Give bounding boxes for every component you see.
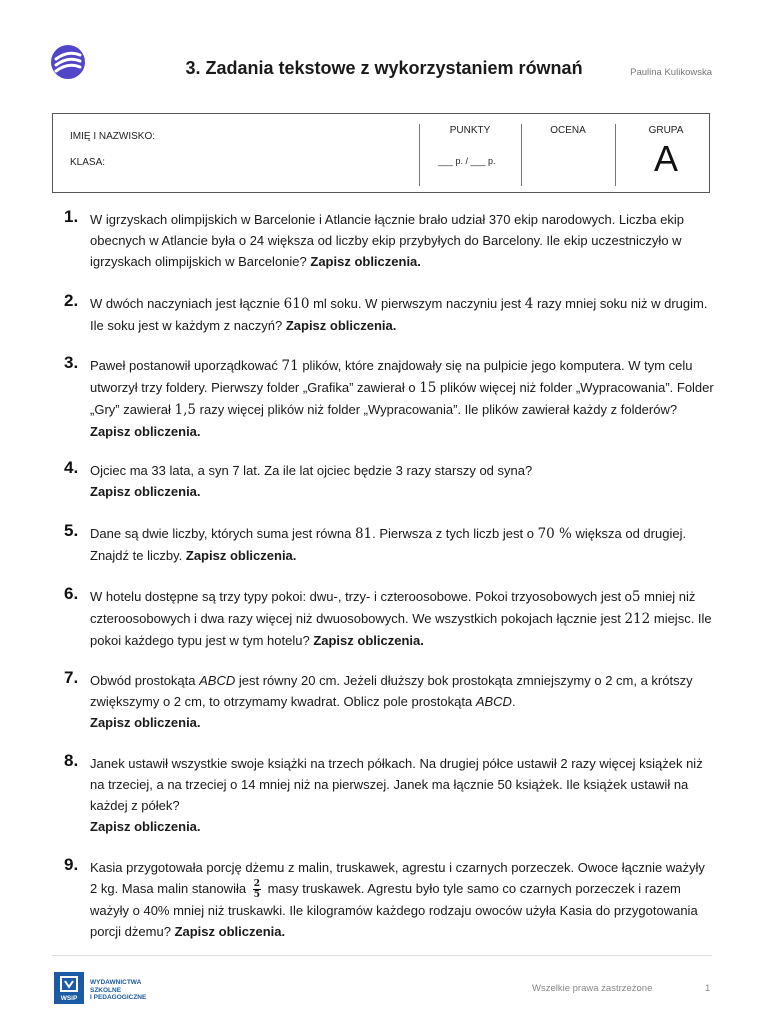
- student-info-box: [52, 113, 710, 193]
- task-4: [64, 460, 714, 502]
- page-number: 1: [705, 983, 711, 994]
- task-number: 7.: [64, 668, 79, 687]
- task-text: Kasia przygotowała porcję dżemu z malin, truskawek, agrestu i czarnych porzeczek. Owoce łącznie ważyły 2 kg. Masa malin stanowiła $\frac{2}{5}$ masy truskawek. Agrestu było tyle samo co czarnych porzeczek i razem ważyły o 40% mniej niż truskawki. Ile kilogramów każdego rodzaju owoców użyła Kasia do przygotowania porcji dżemu? Zapisz obliczenia.: [90, 860, 705, 940]
- task-number: 6.: [64, 584, 79, 603]
- wsip-mark-icon: [54, 972, 84, 1004]
- group-label: GRUPA: [648, 125, 684, 136]
- task-number: 1.: [64, 207, 79, 226]
- points-label: PUNKTY: [449, 125, 491, 136]
- task-number: 9.: [64, 855, 79, 874]
- task-1: [64, 209, 714, 272]
- task-3: [64, 355, 714, 442]
- task-text: Dane są dwie liczby, których suma jest równa 81. Pierwsza z tych liczb jest o 70 % większa od drugiej. Znajdź te liczby. Zapisz obliczenia.: [90, 526, 687, 563]
- group-value: A: [653, 138, 678, 179]
- task-text: Paweł postanowił uporządkować 71 plików, które znajdowały się na pulpicie jego komputera. W tym celu utworzył trzy foldery. Pierwszy folder „Grafika” zawierał o 15 plików więcej niż folder „Wypracowania”. Folder „Gry” zawierał 1,5 razy więcej plików niż folder „Wypracowania”. Ile plików zawierał każdy z folderów? Zapisz obliczenia.: [90, 358, 714, 439]
- class-label: KLASA:: [70, 157, 106, 168]
- task-number: 2.: [64, 291, 79, 310]
- task-8: [64, 753, 714, 837]
- task-9: [64, 857, 714, 942]
- publisher-name: WYDAWNICTWA SZKOLNE I PEDAGOGICZNE: [90, 979, 147, 1001]
- task-number: 4.: [64, 458, 79, 477]
- copyright-notice: Wszelkie prawa zastrzeżone: [532, 983, 653, 994]
- task-text: Ojciec ma 33 lata, a syn 7 lat. Za ile lat ojciec będzie 3 razy starszy od syna? Zapisz obliczenia.: [90, 463, 533, 499]
- wsip-logo-icon: [54, 972, 84, 1004]
- page-title: 3. Zadania tekstowe z wykorzystaniem równań: [185, 58, 583, 78]
- author-name: Paulina Kulikowska: [630, 67, 712, 78]
- task-number: 3.: [64, 353, 79, 372]
- footer-divider: [52, 955, 712, 956]
- task-number: 5.: [64, 521, 79, 540]
- task-2: [64, 293, 714, 336]
- task-5: [64, 523, 714, 566]
- fraction: $\frac{2}{5}$: [253, 879, 260, 901]
- task-text: W hotelu dostępne są trzy typy pokoi: dwu-, trzy- i czteroosobowe. Pokoi trzyosobowych jest o5 mniej niż czteroosobowych i dwa razy więcej niż dwuosobowych. We wszystkich pokojach łącznie jest 212 miejsc. Ile pokoi każdego typu jest w tym hotelu? Zapisz obliczenia.: [90, 589, 712, 648]
- task-7: [64, 670, 714, 733]
- svg-text:WSiP: WSiP: [60, 995, 78, 1002]
- task-text: Obwód prostokąta ABCD jest równy 20 cm. Jeżeli dłuższy bok prostokąta zmniejszymy o 2 cm, a krótszy zwiększymy o 2 cm, to otrzymamy kwadrat. Oblicz pole prostokąta ABCD. Zapisz obliczenia.: [90, 673, 693, 730]
- task-text: Janek ustawił wszystkie swoje książki na trzech półkach. Na drugiej półce ustawił 2 razy więcej książek niż na trzeciej, a na trzeciej o 14 mniej niż na pierwszej. Janek ma łącznie 50 książek. Ile książek ustawił na każdej z półek? Zapisz obliczenia.: [90, 756, 703, 834]
- grade-label: OCENA: [550, 125, 586, 136]
- task-number: 8.: [64, 751, 79, 770]
- name-label: IMIĘ I NAZWISKO:: [70, 131, 156, 142]
- task-text: W igrzyskach olimpijskich w Barcelonie i Atlancie łącznie brało udział 370 ekip narodowych. Liczba ekip obecnych w Atlancie była o 24 większa od liczby ekip przybyłych do Barcelony. Ile ekip uczestniczyło w igrzyskach olimpijskich w Barcelonie? Zapisz obliczenia.: [90, 212, 684, 269]
- points-field[interactable]: ___ p. / ___ p.: [438, 156, 496, 166]
- task-6: [64, 586, 714, 651]
- task-text: W dwóch naczyniach jest łącznie 610 ml soku. W pierwszym naczyniu jest 4 razy mniej soku niż w drugim. Ile soku jest w każdym z naczyń? Zapisz obliczenia.: [90, 296, 708, 333]
